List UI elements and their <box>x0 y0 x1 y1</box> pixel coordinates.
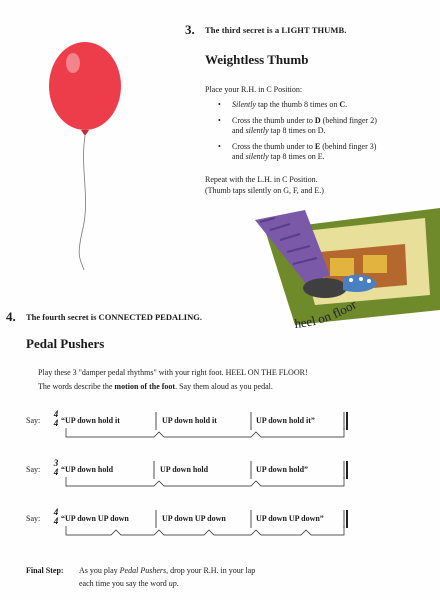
rhythm-measure: UP down hold it” <box>256 416 315 425</box>
bullet-note: E <box>314 141 321 151</box>
say-label: Say: <box>26 416 41 425</box>
final-step-text: each time you say the word <box>79 579 169 588</box>
rhythm-measure: UP down UP down <box>162 514 226 523</box>
bullet-text: and <box>232 126 246 135</box>
rhythm-measure: UP down UP down” <box>256 514 324 523</box>
pedal-marking <box>26 508 356 544</box>
rhythm-measure: UP down hold” <box>256 465 309 474</box>
section-3-title: The third secret is a LIGHT THUMB. <box>205 25 347 35</box>
time-signature-top: 3 <box>53 458 59 468</box>
repeat-instruction <box>205 175 324 196</box>
pedal-marking <box>26 410 356 446</box>
bullet-item <box>218 142 433 163</box>
section-4-number: 4. <box>6 309 16 324</box>
rhythm-measure: “UP down hold it <box>61 416 120 425</box>
bullet-dot-icon: • <box>218 141 221 151</box>
bullet-emphasis: Silently <box>232 100 256 109</box>
final-step-text: As you play <box>79 566 120 575</box>
pedal-instruction-1: Play these 3 "damper pedal rhythms" with your right foot. HEEL ON THE FLOOR! <box>38 368 308 377</box>
section-3-number: 3. <box>185 22 195 37</box>
pedal-marking <box>26 459 356 495</box>
time-signature-bottom: 4 <box>53 516 59 526</box>
final-step-emphasis: up <box>168 579 177 588</box>
section-3-bullet-list <box>218 100 433 168</box>
bullet-text: (behind finger 2) <box>320 115 377 125</box>
heel-on-floor-illustration <box>235 200 440 350</box>
say-label: Say: <box>26 465 41 474</box>
balloon-illustration <box>40 38 130 278</box>
bullet-text: tap 8 times on E. <box>268 152 325 161</box>
rhythm-measure: “UP down UP down <box>61 514 129 523</box>
section-3-instruction: Place your R.H. in C Position: <box>205 85 303 94</box>
pedal-instruction-2 <box>38 382 273 391</box>
bullet-text: tap 8 times on D. <box>268 126 326 135</box>
final-step-emphasis: Pedal Pushers <box>119 566 167 575</box>
bullet-text: and <box>232 152 246 161</box>
bullet-text: (behind finger 3) <box>320 141 377 151</box>
time-signature-top: 4 <box>53 409 59 419</box>
time-signature-bottom: 4 <box>53 467 59 477</box>
final-step-label: Final Step: <box>26 566 64 575</box>
bullet-note: C <box>339 100 346 109</box>
final-step-text: . <box>176 579 179 588</box>
pedal-rhythm-row <box>26 508 356 544</box>
section-4-title: The fourth secret is CONNECTED PEDALING. <box>26 312 202 322</box>
weightless-thumb-title: Weightless Thumb <box>205 52 309 67</box>
bullet-text: Cross the thumb under to <box>232 115 315 125</box>
bullet-text: . <box>345 100 348 109</box>
bullet-item <box>218 116 433 137</box>
final-step-line-1 <box>79 566 255 575</box>
say-label: Say: <box>26 514 41 523</box>
final-step-line-2 <box>79 579 179 588</box>
bullet-dot-icon: • <box>218 115 221 125</box>
final-step-text: , drop your R.H. in your lap <box>166 566 256 575</box>
heel-on-floor-caption-text: heel on floor <box>293 296 359 332</box>
bullet-note: D <box>314 115 321 125</box>
bullet-text: tap the thumb 8 times on <box>256 100 340 109</box>
bullet-text: Cross the thumb under to <box>232 141 315 151</box>
pedal-instruction-text: . Say them aloud as you pedal. <box>175 382 273 391</box>
bullet-emphasis: silently <box>245 152 269 161</box>
rhythm-measure: UP down hold <box>160 465 209 474</box>
pedal-instruction-text: The words describe the <box>38 382 115 391</box>
rhythm-measure: “UP down hold <box>61 465 114 474</box>
bullet-dot-icon: • <box>218 100 221 109</box>
time-signature-top: 4 <box>53 507 59 517</box>
bullet-item <box>218 100 433 111</box>
time-signature-bottom: 4 <box>53 418 59 428</box>
pedal-pushers-title: Pedal Pushers <box>26 336 105 351</box>
pedal-rhythm-row <box>26 459 356 495</box>
rhythm-measure: UP down hold it <box>162 416 217 425</box>
repeat-line: (Thumb taps silently on G, F, and E.) <box>205 185 324 195</box>
pedal-instruction-bold: motion of the foot <box>114 382 176 391</box>
repeat-line: Repeat with the L.H. in C Position. <box>205 175 318 184</box>
pedal-rhythm-row <box>26 410 356 446</box>
bullet-emphasis: silently <box>245 126 269 135</box>
